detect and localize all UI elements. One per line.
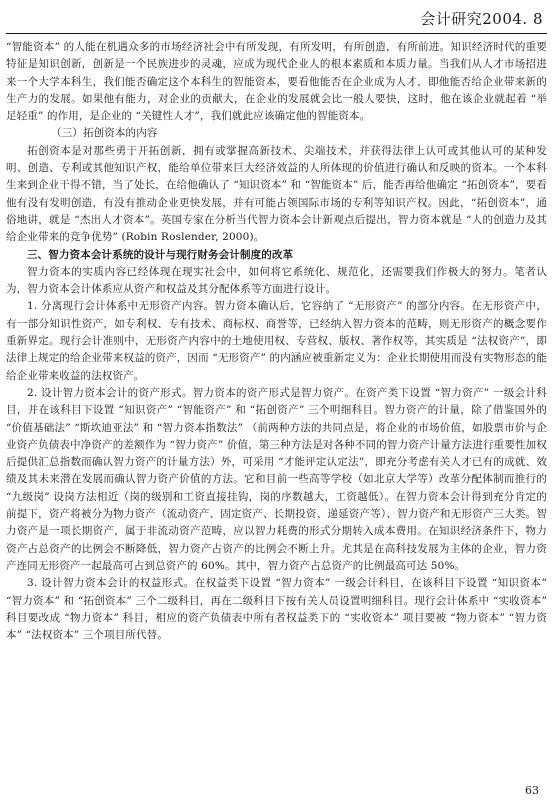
paragraph-pioneering-capital: 拓创资本是对那些勇于开拓创新，拥有或掌握高新技术、尖端技术，并获得法律上认可或其他认可的某种发明、创造、专利或其他知识产权，能给单位带来巨大经济效益的人所体现的价值进行确认和反映的资本。一个本科生来到企业干得不错，当了处长，在给他确认了 “知识资本” 和 “智能资本” 后，能否再给他确定 “拓创资本”，要看他有没有发明创造，有没有推动企业更快发展，并有可能占领国际市场的专利等知识产权。因此，“拓创资本”，通俗地讲，就是 “杰出人才资本”。英国专家在分析当代智力资本会计新观点后提出，智力资本就是 “人的创造力及其给企业带来的竞争优势” (Robin Roslender, 2000)。: [6, 144, 547, 244]
subsection-heading-pioneering-capital: [6, 125, 547, 142]
running-header: 会计研究2004. 8: [420, 10, 543, 28]
section-heading-three: 三、智力资本会计系统的设计与现行财务会计制度的改革: [27, 248, 294, 261]
header-rule: [6, 33, 547, 34]
paragraph-item-2: 2. 设计智力资本会计的资产形式。智力资本的资产形式是智力资产。在资产类下设置 “智力资产” 一级会计科目，并在该科目下设置 “知识资产” “智能资产” 和 “拓创资产” 三个明细科目。智力资产的计量，除了借鉴国外的 “价值基础法” “斯坎迪亚法” 和 “智力资本指数法” （前两种方法的共同点是，将企业的市场价值，如股票市价与企业资产负债表中净资产的差额作为 “智力资产” 价值，第三种方法是对各种不同的智力资产计量方法进行重要性加权后提供汇总指数而确认智力资产的计量方法）外，可采用 “才能评定认定法”，即充分考虑有关人才已有的成就、效绩及其未来潜在发展而确认智力资产价值的方法。它和目前一些高等学校（如北京大学等）改革分配体制而推行的 “九级岗” 设岗方法相近（岗的级别和工资直接挂钩，岗的序数越大，工资越低）。在智力资本会计得到充分肯定的前提下，资产将被分为物力资产（流动资产、固定资产、长期投资、递延资产等）、智力资产和无形资产三大类。智力资产是一项长期资产，属于非流动资产范畴，应以智力耗费的形式分期转入成本费用。在知识经济条件下，物力资产占总资产的比例会不断降低，智力资产占资产的比例会不断上升。尤其是在高科技发展为主体的企业，智力资产连同无形资产一起最高可占到总资产的 60%。其中，智力资产占总资产的比例最高可达 50%。: [6, 386, 547, 572]
subsection-heading-text: （三）拓创资本的内容: [51, 127, 158, 140]
page-number: 63: [525, 784, 539, 797]
article-body: [6, 39, 547, 644]
paragraph-item-1: 1. 分离现行会计体系中无形资产内容。智力资本确认后，它容纳了 “无形资产” 的部分内容。在无形资产中，有一部分知识性资产，如专利权、专有技术、商标权、商誉等，已经纳入智力资本的范畴，则无形资产的概念要作重新界定。现行会计准则中，无形资产内容中的土地使用权、专营权、版权、著作权等，其实质是 “法权资产”，即法律上规定的给企业带来权益的资产，因而 “无形资产” 的内涵应被重新定义为：企业长期使用而没有实物形态的能给企业带来收益的法权资产。: [6, 300, 547, 382]
paragraph-system-design-intro: 智力资本的实质内容已经体现在现实社会中，如何将它系统化、规范化，还需要我们作极大的努力。笔者认为，智力资本会计体系应从资产和权益及其分配体系等方面进行设计。: [6, 265, 547, 296]
paragraph-intellectual-capital: “智能资本” 的人能在机遇众多的市场经济社会中有所发现，有所发明，有所创造，有所前进。知识经济时代的重要特征是知识创新，创新是一个民族进步的灵魂，应成为现代企业人的根本素质和本质力量。当我们从人才市场招进来一个大学本科生，我们能否确定这个本科生的智能资本，要看他能否在企业成为人才，即他能否给企业带来新的生产力的发展。如果他有能力，对企业的贡献大，在企业的发展就会比一般人要快，这时，他在该企业就起着 “举足轻重” 的作用，是企业的 “关键性人才”，我们就此应该确定他的智能资本。: [6, 41, 547, 123]
paragraph-item-3: 3. 设计智力资本会计的权益形式。在权益类下设置 “智力资本” 一级会计科目，在该科目下设置 “知识资本” “智力资本” 和 “拓创资本” 三个二级科目，再在二级科目下按有关人员设置明细科目。现行会计体系中 “实收资本” 科目要改成 “物力资本” 科目，相应的资产负债表中所有者权益类下的 “实收资本” 项目要被 “物力资本” “智力资本” “法权资本” 三个项目所代替。: [6, 577, 547, 642]
